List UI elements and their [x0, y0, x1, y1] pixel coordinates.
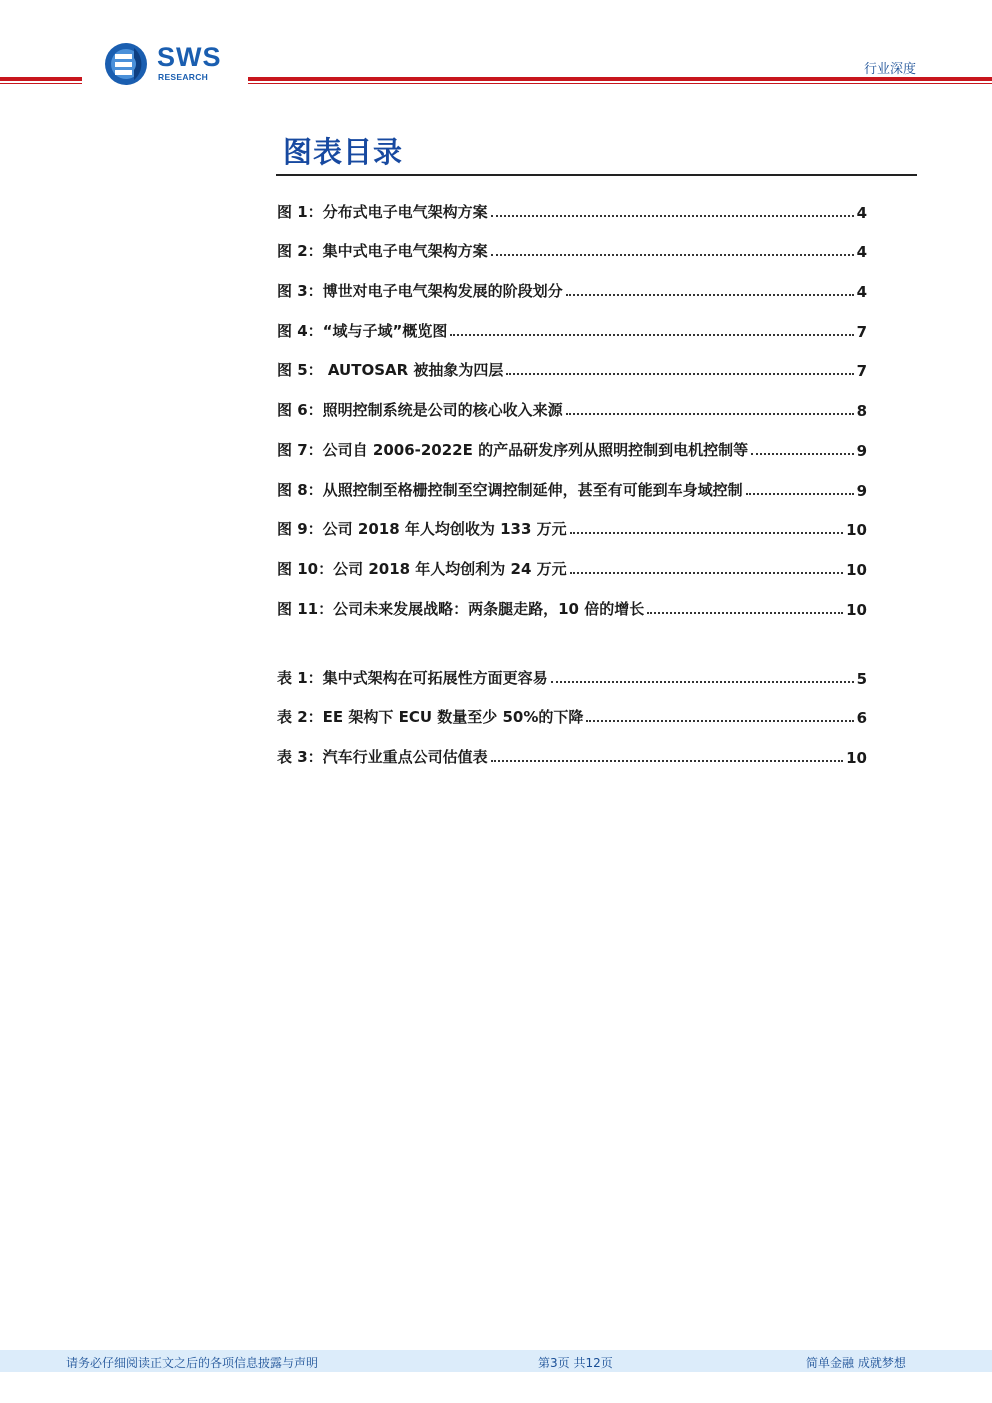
figure-list: [277, 182, 867, 619]
title-divider: [276, 174, 917, 176]
logo-subtext: RESEARCH: [158, 72, 209, 82]
toc-entry-page: 9: [856, 441, 867, 460]
toc-entry-label: 图 8：从照控制至格栅控制至空调控制延伸，甚至有可能到车身域控制: [277, 480, 743, 499]
toc-entry-label: 图 6：照明控制系统是公司的核心收入来源: [277, 401, 563, 420]
toc-leader-dots: [570, 532, 844, 534]
toc-entry-page: 4: [856, 243, 867, 262]
toc-leader-dots: [566, 294, 854, 296]
toc-entry[interactable]: [277, 182, 867, 222]
toc-entry-page: 10: [846, 749, 867, 768]
toc-leader-dots: [450, 334, 853, 336]
toc-leader-dots: [647, 612, 843, 614]
toc-entry-page: 10: [846, 600, 867, 619]
toc-leader-dots: [506, 373, 853, 375]
toc-entry-label: 图 3：博世对电子电气架构发展的阶段划分: [277, 282, 563, 301]
toc-leader-dots: [551, 681, 854, 683]
toc-entry-label: 表 1：集中式架构在可拓展性方面更容易: [277, 668, 548, 687]
toc-entry[interactable]: [277, 688, 867, 728]
toc-entry-label: 图 2：集中式电子电气架构方案: [277, 242, 488, 261]
toc-entry-page: 7: [856, 322, 867, 341]
toc-leader-dots: [746, 493, 854, 495]
toc-entry-label: 表 2：EE 架构下 ECU 数量至少 50%的下降: [277, 708, 584, 727]
toc-entry-page: 4: [856, 203, 867, 222]
toc-entry-label: 图 7：公司自 2006-2022E 的产品研发序列从照明控制到电机控制等: [277, 440, 749, 459]
toc-leader-dots: [570, 572, 844, 574]
toc-leader-dots: [751, 453, 853, 455]
toc-entry[interactable]: [277, 301, 867, 341]
toc-entry-page: 7: [856, 362, 867, 381]
toc-entry-label: 图 11：公司未来发展战略：两条腿走路，10 倍的增长: [277, 599, 645, 618]
toc-entry-page: 8: [856, 402, 867, 421]
toc-leader-dots: [491, 254, 854, 256]
toc-entry-label: 图 9：公司 2018 年人均创收为 133 万元: [277, 520, 567, 539]
toc-entry-label: 图 1：分布式电子电气架构方案: [277, 202, 488, 221]
toc-entry[interactable]: [277, 539, 867, 579]
toc-leader-dots: [491, 215, 854, 217]
toc-entry-page: 5: [856, 669, 867, 688]
footer-disclaimer: 请务必仔细阅读正文之后的各项信息披露与声明: [66, 1356, 319, 1370]
table-list: [277, 648, 867, 767]
toc-entry[interactable]: [277, 222, 867, 262]
toc-leader-dots: [566, 413, 854, 415]
toc-entry-page: 4: [856, 283, 867, 302]
toc-leader-dots: [491, 760, 843, 762]
toc-entry-label: 表 3：汽车行业重点公司估值表: [277, 748, 488, 767]
toc-entry-label: 图 10：公司 2018 年人均创利为 24 万元: [277, 559, 567, 578]
toc-entry[interactable]: [277, 341, 867, 381]
page-footer: [0, 1350, 992, 1372]
toc-entry-page: 10: [846, 521, 867, 540]
header-rule-right: [248, 77, 992, 84]
footer-slogan: 简单金融 成就梦想: [806, 1356, 906, 1370]
toc-entry-label: 图 4：“域与子域”概览图: [277, 321, 448, 340]
toc-entry[interactable]: [277, 380, 867, 420]
toc-entry-label: 图 5： AUTOSAR 被抽象为四层: [277, 361, 504, 380]
toc-entry[interactable]: [277, 579, 867, 619]
toc-entry[interactable]: [277, 727, 867, 767]
header-rule-left: [0, 77, 82, 84]
toc-entry[interactable]: [277, 648, 867, 688]
toc-entry-page: 9: [856, 481, 867, 500]
toc-entry-page: 6: [856, 709, 867, 728]
logo-text: SWS: [157, 42, 222, 72]
footer-page-info: 第3页 共12页: [538, 1356, 613, 1370]
toc-entry[interactable]: [277, 261, 867, 301]
toc-entry[interactable]: [277, 420, 867, 460]
report-category-tag: 行业深度: [863, 62, 916, 77]
toc-entry-page: 10: [846, 560, 867, 579]
page-title: 图表目录: [283, 135, 404, 169]
toc-leader-dots: [586, 720, 853, 722]
toc-entry[interactable]: [277, 500, 867, 540]
toc-entry[interactable]: [277, 460, 867, 500]
